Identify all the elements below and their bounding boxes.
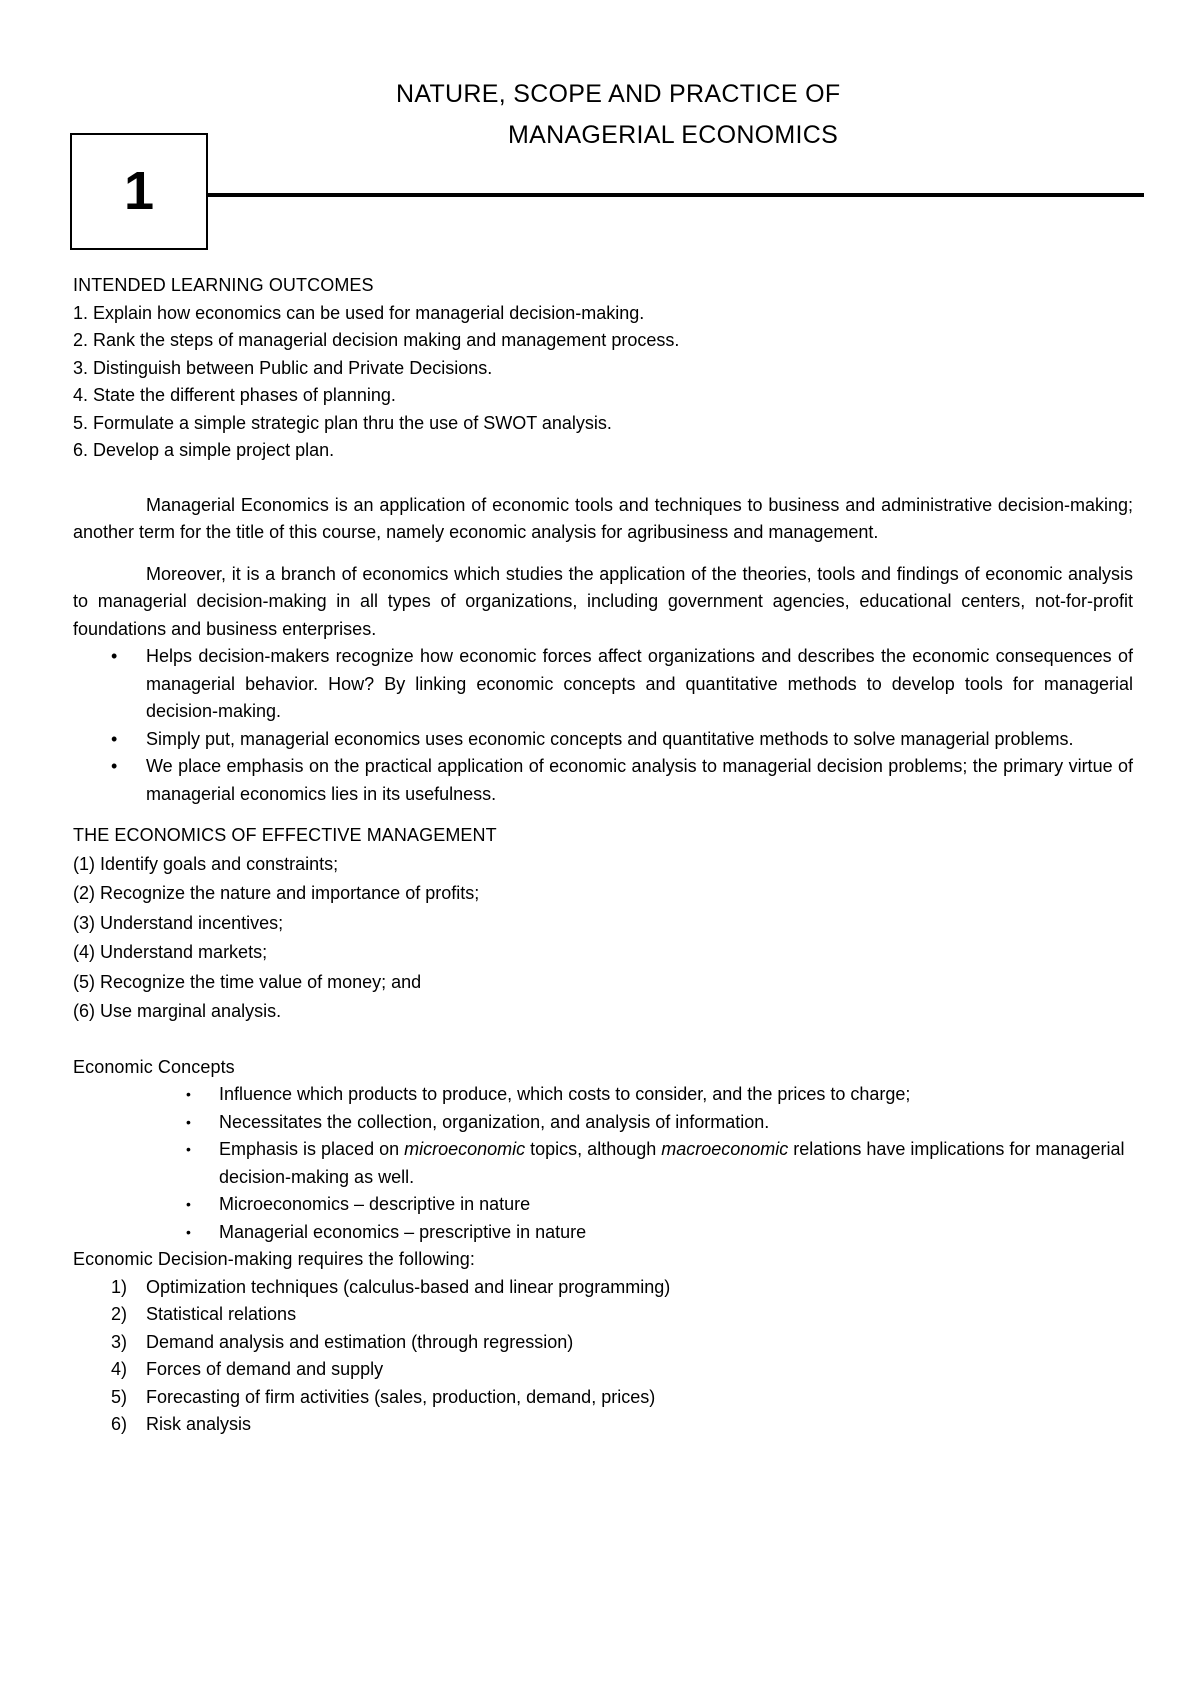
list-number: 2) [111,1304,128,1324]
bullet-icon: • [186,1196,191,1212]
header-rule [208,193,1144,197]
economic-concepts-list [73,1081,1133,1246]
bullet-text: Necessitates the collection, organization, and analysis of information. [219,1111,770,1132]
list-item: (2) Recognize the nature and importance of profits; [73,883,480,903]
list-item: (4) Understand markets; [73,942,268,962]
effective-management-heading: THE ECONOMICS OF EFFECTIVE MANAGEMENT [73,825,497,845]
list-item: 2. Rank the steps of managerial decision making and management process. [73,330,680,350]
list-text: Statistical relations [146,1304,297,1324]
list-text: Optimization techniques (calculus-based and linear programming) [146,1276,671,1297]
intro-bullet-list [73,643,1133,808]
list-item [73,1109,1133,1137]
list-item [73,1356,1133,1384]
learning-outcomes-heading: INTENDED LEARNING OUTCOMES [73,275,374,295]
list-item [73,1081,1133,1109]
document-body [73,272,1133,1439]
chapter-number: 1 [123,160,155,221]
list-item [73,726,1133,754]
list-item [73,753,1133,808]
learning-outcomes-list [73,300,1133,465]
list-item: (1) Identify goals and constraints; [73,853,339,874]
decision-making-list [73,1274,1133,1439]
bullet-icon: • [186,1113,191,1130]
list-item [73,1329,1133,1357]
bullet-icon: • [111,728,118,749]
list-text: Risk analysis [146,1414,252,1434]
list-item [73,643,1133,726]
bullet-text-part: Emphasis is placed on [219,1139,405,1159]
bullet-text: Microeconomics – descriptive in nature [219,1194,531,1214]
intro-paragraph: Managerial Economics is an application of economic tools and techniques to business and administrative decision-making; another term for the title of this course, namely economic analysis for agribusiness and management. [73,494,1133,542]
list-item: (3) Understand incentives; [73,912,284,933]
bullet-text-part: relations have implications for managerial decision-making as well. [219,1139,1125,1187]
bullet-text [219,1139,1124,1187]
bullet-text: We place emphasis on the practical application of economic analysis to managerial decision problems; the primary virtue of managerial economics lies in its usefulness. [146,756,1133,804]
intro-paragraph: Moreover, it is a branch of economics which studies the application of the theories, tools and findings of economic analysis to managerial decision-making in all types of organizations, including government agencies, educational centers, not-for-profit foundations and business enterprises. [73,563,1133,639]
list-item: 1. Explain how economics can be used for managerial decision-making. [73,302,645,323]
list-number: 1) [111,1276,128,1297]
bullet-icon: • [111,646,118,666]
bullet-text: Managerial economics – prescriptive in nature [219,1221,587,1242]
list-item: (5) Recognize the time value of money; and [73,971,422,992]
list-item: (6) Use marginal analysis. [73,1001,282,1021]
list-item [73,1384,1133,1412]
bullet-icon: • [186,1223,191,1240]
list-item: 4. State the different phases of planning. [73,385,396,405]
list-item [73,1136,1133,1191]
list-number: 5) [111,1386,128,1407]
list-number: 3) [111,1331,128,1352]
bullet-text: Helps decision-makers recognize how economic forces affect organizations and describes the economic consequences of managerial behavior. How? By linking economic concepts and quantitative methods to develop tools for managerial decision-making. [146,646,1133,721]
list-number: 4) [111,1359,128,1379]
list-text: Demand analysis and estimation (through regression) [146,1331,574,1352]
bullet-text: Influence which products to produce, which costs to consider, and the prices to charge; [219,1084,911,1104]
bullet-icon: • [186,1141,191,1157]
list-item [73,1411,1133,1439]
list-number: 6) [111,1414,128,1434]
list-item: 5. Formulate a simple strategic plan thru the use of SWOT analysis. [73,412,612,433]
bullet-text: Simply put, managerial economics uses economic concepts and quantitative methods to solve managerial problems. [146,728,1074,749]
emphasis-macroeconomic: macroeconomic [661,1139,789,1159]
list-item [73,1274,1133,1302]
list-item [73,1191,1133,1219]
emphasis-microeconomic: microeconomic [404,1139,526,1159]
bullet-icon: • [186,1086,191,1102]
list-text: Forces of demand and supply [146,1359,384,1379]
bullet-icon: • [111,756,118,776]
chapter-number-box [70,133,208,250]
chapter-title-line-2: MANAGERIAL ECONOMICS [508,121,839,149]
list-item: 3. Distinguish between Public and Private Decisions. [73,357,493,378]
list-item [73,1219,1133,1247]
list-item: 6. Develop a simple project plan. [73,440,335,460]
effective-management-list [73,850,1133,1027]
decision-making-heading: Economic Decision-making requires the following: [73,1249,475,1269]
bullet-text-part: topics, although [525,1139,662,1159]
list-item [73,1301,1133,1329]
list-text: Forecasting of firm activities (sales, production, demand, prices) [146,1386,656,1407]
economic-concepts-heading: Economic Concepts [73,1056,235,1077]
chapter-title-line-1: NATURE, SCOPE AND PRACTICE OF [396,80,841,108]
